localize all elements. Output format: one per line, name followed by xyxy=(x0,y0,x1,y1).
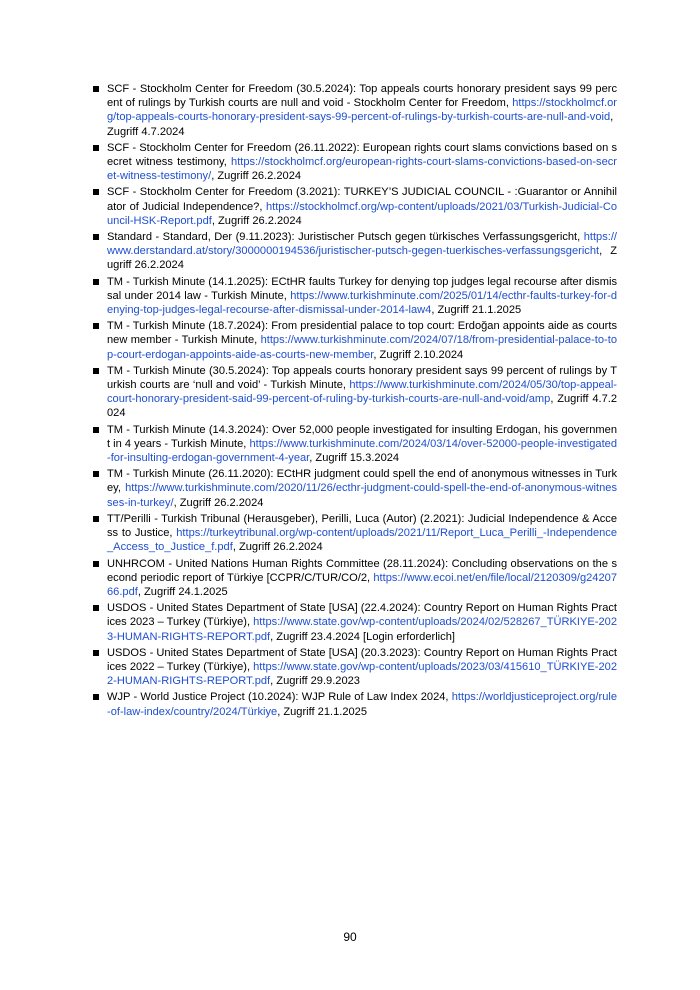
reference-access-date: , Zugriff 26.2.2024 xyxy=(211,214,302,227)
reference-access-date: , Zugriff 26.2.2024 xyxy=(173,496,264,509)
reference-link[interactable]: https://www.turkishminute.com/2024/05/30/top-appeal-court-honorary-president-said-99-percent-of-ruling-by-turkish-courts-are-null-and-void/amp xyxy=(107,379,617,406)
reference-text: SCF - Stockholm Center for Freedom (3.2021): TURKEY’S JUDICIAL COUNCIL - :Guarantor or Annihilator of Judicial Independence?, xyxy=(107,186,617,213)
reference-item xyxy=(92,646,617,689)
reference-link[interactable]: https://www.turkishminute.com/2025/01/14/ecthr-faults-turkey-for-denying-top-judges-legal-recourse-after-dismissal-under-2014-law4 xyxy=(107,289,617,317)
square-bullet-icon xyxy=(93,427,99,433)
reference-item xyxy=(92,319,617,362)
reference-access-date: , Zugriff 4.7.2024 xyxy=(107,393,617,420)
reference-access-date: , Zugriff 23.4.2024 [Login erforderlich] xyxy=(270,630,455,643)
reference-link[interactable]: https://stockholmcf.org/top-appeals-courts-honorary-president-says-99-percent-of-rulings-by-turkish-courts-are-null-and-void xyxy=(107,97,617,124)
reference-item xyxy=(92,467,617,510)
square-bullet-icon xyxy=(93,234,99,240)
reference-item xyxy=(92,557,617,600)
square-bullet-icon xyxy=(93,516,99,522)
reference-access-date: , Zugriff 26.2.2024 xyxy=(232,541,323,554)
reference-text: SCF - Stockholm Center for Freedom (30.5.2024): Top appeals courts honorary president says 99 percent of rulings by Turkish courts are null and void - Stockholm Center for Freedom, xyxy=(107,83,617,110)
square-bullet-icon xyxy=(93,561,99,567)
reference-item xyxy=(92,423,617,466)
square-bullet-icon xyxy=(93,368,99,374)
reference-link[interactable]: https://www.turkishminute.com/2024/07/18/from-presidential-palace-to-top-court-erdogan-appoints-aide-as-courts-new-member xyxy=(107,334,617,361)
reference-text: TM - Turkish Minute (30.5.2024): Top appeals courts honorary president says 99 percent of rulings by Turkish courts are ‘null and void’ - Turkish Minute, xyxy=(107,364,617,392)
reference-access-date: , Zugriff 29.9.2023 xyxy=(270,675,360,688)
reference-access-date: , Zugriff 4.7.2024 xyxy=(107,111,614,138)
reference-access-date: , Zugriff 26.2.2024 xyxy=(211,170,302,183)
reference-text: SCF - Stockholm Center for Freedom (26.11.2022): European rights court slams convictions based on secret witness testimony, xyxy=(107,141,617,169)
reference-text: USDOS - United States Department of State [USA] (20.3.2023): Country Report on Human Rights Practices 2022 – Turkey (Türkiye), xyxy=(107,646,617,673)
reference-link[interactable]: https://www.turkishminute.com/2024/03/14/over-52000-people-investigated-for-insulting-erdogan-government-4-year xyxy=(107,437,617,465)
square-bullet-icon xyxy=(93,189,99,195)
reference-access-date: , Zugriff 26.2.2024 xyxy=(107,245,617,272)
reference-text: TM - Turkish Minute (18.7.2024): From presidential palace to top court: Erdoğan appoints aide as courts new member - Turkish Minute, xyxy=(107,320,617,347)
square-bullet-icon xyxy=(93,694,99,700)
reference-link[interactable]: https://www.derstandard.at/story/3000000194536/juristischer-putsch-gegen-tuerkisches-verfassungsgericht xyxy=(107,231,617,258)
square-bullet-icon xyxy=(93,145,99,151)
reference-item xyxy=(92,185,617,228)
reference-item xyxy=(92,601,617,644)
reference-link[interactable]: https://stockholmcf.org/wp-content/uploads/2021/03/Turkish-Judicial-Council-HSK-Report.pdf xyxy=(107,200,617,227)
reference-text: Standard - Standard, Der (9.11.2023): Juristischer Putsch gegen türkisches Verfassungsgericht, xyxy=(107,231,584,244)
reference-item xyxy=(92,82,617,139)
reference-item xyxy=(92,275,617,318)
reference-access-date: , Zugriff 15.3.2024 xyxy=(309,452,400,465)
reference-link[interactable]: https://stockholmcf.org/european-rights-court-slams-convictions-based-on-secret-witness-testimony/ xyxy=(107,156,617,183)
reference-item xyxy=(92,690,617,718)
reference-link[interactable]: https://www.turkishminute.com/2020/11/26/ecthr-judgment-could-spell-the-end-of-anonymous-witnesses-in-turkey/ xyxy=(107,482,617,509)
square-bullet-icon xyxy=(93,650,99,656)
reference-item xyxy=(92,512,617,555)
reference-link[interactable]: https://turkeytribunal.org/wp-content/uploads/2021/11/Report_Luca_Perilli_-Independence_Access_to_Justice_f.pdf xyxy=(107,527,617,554)
reference-text: WJP - World Justice Project (10.2024): WJP Rule of Law Index 2024, xyxy=(107,691,452,704)
reference-item xyxy=(92,230,617,273)
reference-access-date: , Zugriff 2.10.2024 xyxy=(373,348,464,361)
reference-link[interactable]: https://www.state.gov/wp-content/uploads/2023/03/415610_TÜRKIYE-2022-HUMAN-RIGHTS-REPORT.pdf xyxy=(107,660,617,688)
reference-link[interactable]: https://www.ecoi.net/en/file/local/2120309/g2420766.pdf xyxy=(107,571,617,598)
reference-text: TM - Turkish Minute (14.1.2025): ECtHR faults Turkey for denying top judges legal recourse after dismissal under 2014 law - Turkish Minute, xyxy=(107,275,617,302)
reference-list xyxy=(92,82,617,721)
reference-text: TM - Turkish Minute (14.3.2024): Over 52,000 people investigated for insulting Erdogan, his government in 4 years - Turkish Minute, xyxy=(107,423,617,450)
square-bullet-icon xyxy=(93,323,99,329)
reference-access-date: , Zugriff 21.1.2025 xyxy=(277,705,368,718)
reference-link[interactable]: https://worldjusticeproject.org/rule-of-law-index/country/2024/Türkiye xyxy=(107,691,617,718)
reference-item xyxy=(92,364,617,421)
reference-text: UNHRCOM - United Nations Human Rights Committee (28.11.2024): Concluding observations on the second periodic report of Türkiye [CCPR/C/TUR/CO/2, xyxy=(107,557,617,584)
square-bullet-icon xyxy=(93,605,99,611)
page-number: 90 xyxy=(343,930,357,944)
reference-text: TM - Turkish Minute (26.11.2020): ECtHR judgment could spell the end of anonymous witnesses in Turkey, xyxy=(107,468,617,495)
reference-text: USDOS - United States Department of State [USA] (22.4.2024): Country Report on Human Rights Practices 2023 – Turkey (Türkiye), xyxy=(107,602,617,629)
square-bullet-icon xyxy=(93,86,99,92)
square-bullet-icon xyxy=(93,279,99,285)
reference-link[interactable]: https://www.state.gov/wp-content/uploads/2024/02/528267_TÜRKIYE-2023-HUMAN-RIGHTS-REPORT.pdf xyxy=(107,616,617,643)
reference-access-date: , Zugriff 24.1.2025 xyxy=(137,585,228,598)
reference-item xyxy=(92,141,617,184)
square-bullet-icon xyxy=(93,471,99,477)
reference-access-date: , Zugriff 21.1.2025 xyxy=(431,304,522,317)
reference-text: TT/Perilli - Turkish Tribunal (Herausgeber), Perilli, Luca (Autor) (2.2021): Judicial Independence & Access to Justice, xyxy=(107,512,617,540)
